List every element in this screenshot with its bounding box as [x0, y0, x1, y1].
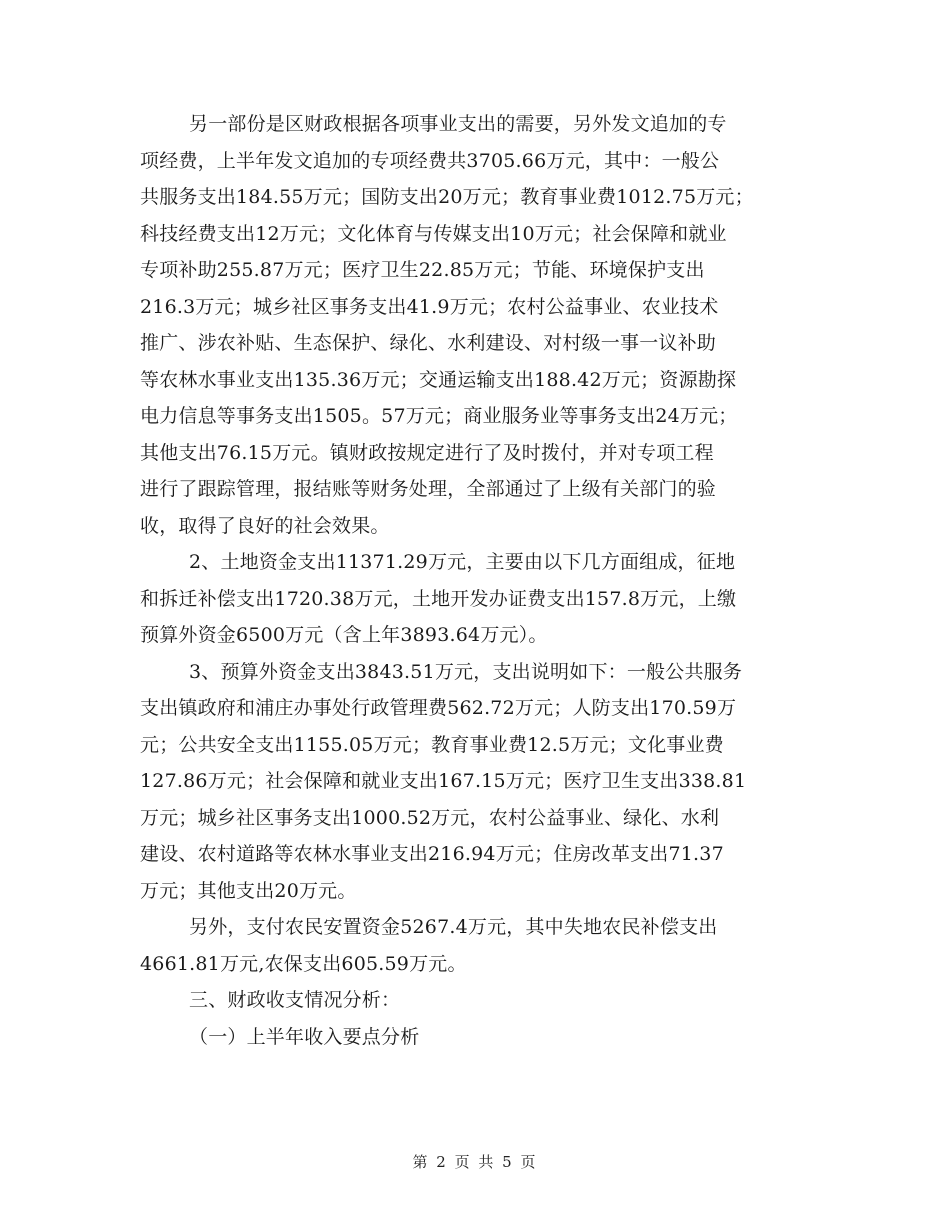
paragraph-line: 3、预算外资金支出3843.51万元，支出说明如下：一般公共服务 [189, 660, 743, 683]
paragraph-line: 共服务支出184.55万元；国防支出20万元；教育事业费1012.75万元； [140, 186, 754, 208]
page-number-footer: 第 2 页 共 5 页 [412, 1153, 538, 1171]
paragraph-line: 专项补助255.87万元；医疗卫生22.85万元；节能、环境保护支出 [140, 259, 705, 281]
paragraph-line: 另一部份是区财政根据各项事业支出的需要，另外发文追加的专 [189, 113, 727, 135]
paragraph-line: 预算外资金6500万元（含上年3893.64万元）。 [140, 624, 548, 646]
paragraph-line: 其他支出76.15万元。镇财政按规定进行了及时拨付，并对专项工程 [140, 441, 714, 464]
paragraph-line: 进行了跟踪管理，报结账等财务处理，全部通过了上级有关部门的验 [140, 478, 717, 500]
paragraph-line: 等农林水事业支出135.36万元；交通运输支出188.42万元；资源勘探 [140, 368, 737, 391]
paragraph-line: 216.3万元；城乡社区事务支出41.9万元；农村公益事业、农业技术 [140, 295, 719, 318]
paragraph-line: 项经费，上半年发文追加的专项经费共3705.66万元，其中：一般公 [140, 149, 720, 172]
paragraph-line: 科技经费支出12万元；文化体育与传媒支出10万元；社会保障和就业 [140, 222, 727, 245]
paragraph-line: 收，取得了良好的社会效果。 [140, 514, 390, 537]
paragraph-line: 支出镇政府和浦庄办事处行政管理费562.72万元；人防支出170.59万 [140, 697, 737, 719]
section-heading: 三、财政收支情况分析： [189, 989, 401, 1011]
paragraph-line: 元；公共安全支出1155.05万元；教育事业费12.5万元；文化事业费 [140, 733, 724, 756]
paragraph-line: 127.86万元；社会保障和就业支出167.15万元；医疗卫生支出338.81 [140, 770, 747, 792]
document-body [140, 106, 820, 1055]
paragraph-line: 建设、农村道路等农林水事业支出216.94万元；住房改革支出71.37 [140, 843, 724, 865]
paragraph-line: 万元；其他支出20万元。 [140, 879, 357, 902]
paragraph-line: 另外，支付农民安置资金5267.4万元，其中失地农民补偿支出 [189, 916, 718, 938]
paragraph-line: 4661.81万元,农保支出605.59万元。 [140, 952, 467, 975]
paragraph-line: 万元；城乡社区事务支出1000.52万元，农村公益事业、绿化、水利 [140, 806, 720, 829]
paragraph-line: 和拆迁补偿支出1720.38万元，土地开发办证费支出157.8万元，上缴 [140, 587, 737, 610]
paragraph-line: 推广、涉农补贴、生态保护、绿化、水利建设、对村级一事一议补助 [140, 332, 717, 354]
subsection-heading: （一）上半年收入要点分析 [189, 1025, 420, 1048]
paragraph-line: 2、土地资金支出11371.29万元，主要由以下几方面组成，征地 [189, 551, 736, 573]
paragraph-line: 电力信息等事务支出1505。57万元；商业服务业等事务支出24万元； [140, 405, 738, 427]
